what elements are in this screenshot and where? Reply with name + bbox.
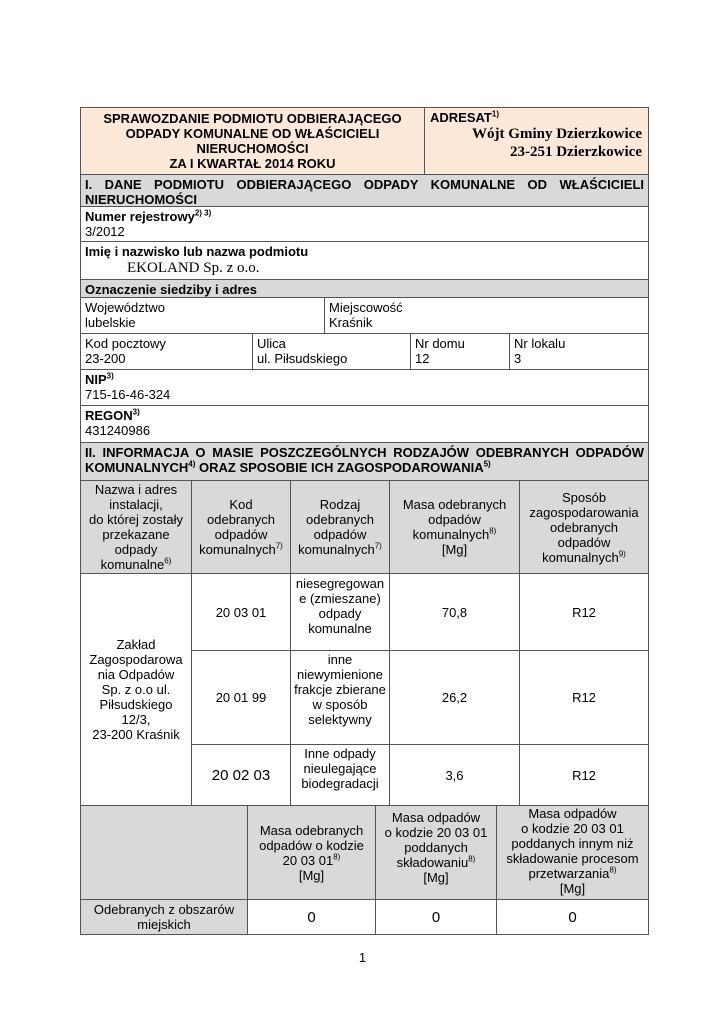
nr-lokalu-value: 3 [514,351,522,366]
summary-blank-cell [80,805,248,900]
kod-pocztowy-cell [80,333,253,370]
wojewodztwo-value: lubelskie [85,315,136,330]
kod-pocztowy-label: Kod pocztowy [85,336,166,351]
section1-title: I. DANE PODMIOTU ODBIERAJĄCEGO ODPADY KOMUNALNE OD WŁAŚCICIELI NIERUCHOMOŚCI [80,174,649,207]
ulica-value: ul. Piłsudskiego [257,351,348,366]
table-row-1-rodzaj: niesegregowan e (zmieszane) odpady komunalne [290,573,390,651]
nr-domu-value: 12 [415,351,430,366]
nazwa-podmiotu-value: EKOLAND Sp. z o.o. [127,260,260,276]
table-row-1-sposob: R12 [519,573,649,651]
table-row-2-kod: 20 01 99 [191,650,291,745]
adresat-cell [424,107,649,175]
nazwa-podmiotu-cell [80,241,649,280]
ulica-cell [252,333,411,370]
nr-domu-label: Nr domu [415,336,465,351]
miejscowosc-label: Miejscowość [329,300,403,315]
nr-lokalu-label: Nr lokalu [514,336,566,351]
col-header-sposob: Sposób zagospodarowania odebranych odpadów komunalnych$^{9)}$ [519,480,649,574]
col-header-kod: Kod odebranych odpadów komunalnych$^{7)}$ [191,480,291,574]
wojewodztwo-label: Województwo [85,300,165,315]
adresat-label: ADRESAT$^{1)}$ [430,109,499,125]
summary-col-masa: Masa odebranych odpadów o kodzie 20 03 01$^{8)}$ [Mg] [247,805,376,900]
installation-cell: Zakład Zagospodarowa nia Odpadów Sp. z o.o ul. Piłsudskiego 12/3, 23-200 Kraśnik [80,573,192,806]
regon-label: REGON$^{3)}$ [85,407,140,423]
summary-col-skladowanie: Masa odpadów o kodzie 20 03 01 poddanych składowaniu$^{8)}$ [Mg] [375,805,497,900]
adresat-line1: Wójt Gminy Dzierzkowice [472,126,642,142]
regon-cell [80,405,649,443]
regon-value: 431240986 [85,423,151,438]
ulica-label: Ulica [257,336,286,351]
nip-label: NIP$^{3)}$ [85,371,114,387]
miejskie-value-przetwarzanie: 0 [496,899,649,935]
numer-rejestrowy-cell [80,206,649,242]
summary-col-przetwarzanie: Masa odpadów o kodzie 20 03 01 poddanych innym niż składowanie procesom przetwarzania$^{8)}$ [Mg] [496,805,649,900]
table-row-3-rodzaj: Inne odpady nieulegające biodegradacji [290,744,390,806]
miejscowosc-cell [324,297,649,334]
table-row-1-masa: 70,8 [389,573,520,651]
miejskie-value-masa: 0 [247,899,376,935]
table-row-3-masa: 3,6 [389,744,520,806]
adresat-line2: 23-251 Dzierzkowice [509,144,642,160]
col-header-instalacja: Nazwa i adres instalacji, do której zostały przekazane odpady komunalne$^{6)}$ [80,480,192,574]
table-row-3-sposob: R12 [519,744,649,806]
nr-domu-cell [410,333,510,370]
nip-cell [80,369,649,406]
table-row-2-sposob: R12 [519,650,649,745]
wojewodztwo-cell [80,297,325,334]
numer-rejestrowy-value: 3/2012 [85,224,125,239]
section2-title: II. INFORMACJA O MASIE POSZCZEGÓLNYCH RODZAJÓW ODEBRANYCH ODPADÓW KOMUNALNYCH$^{4)}$ ORAZ SPOSOBIE ICH ZAGOSPODAROWANIA$^{5)}$ [80,442,649,481]
report-title-cell [80,107,425,175]
numer-rejestrowy-label: Numer rejestrowy$^{2) 3)}$ [85,208,212,224]
table-row-1-kod: 20 03 01 [191,573,291,651]
table-row-3-kod: 20 02 03 [191,744,291,806]
kod-pocztowy-value: 23-200 [85,351,126,366]
table-row-2-rodzaj: inne niewymienione frakcje zbierane w sposób selektywny [290,650,390,745]
nip-value: 715-16-46-324 [85,387,171,402]
report-title: SPRAWOZDANIE PODMIOTU ODBIERAJĄCEGO ODPADY KOMUNALNE OD WŁAŚCICIELI NIERUCHOMOŚCI ZA I KWARTAŁ 2014 ROKU [103,111,402,171]
col-header-masa: Masa odebranych odpadów komunalnych$^{8)}$ [Mg] [389,480,520,574]
col-header-rodzaj: Rodzaj odebranych odpadów komunalnych$^{7)}$ [290,480,390,574]
page-number: 1 [358,950,367,965]
siedziba-title: Oznaczenie siedziby i adres [80,279,649,298]
miejskie-value-skladowanie: 0 [375,899,497,935]
nazwa-podmiotu-label: Imię i nazwisko lub nazwa podmiotu [85,244,309,259]
miejscowosc-value: Kraśnik [329,315,373,330]
miejskie-label-cell: Odebranych z obszarów miejskich [80,899,248,935]
nr-lokalu-cell [509,333,649,370]
table-row-2-masa: 26,2 [389,650,520,745]
